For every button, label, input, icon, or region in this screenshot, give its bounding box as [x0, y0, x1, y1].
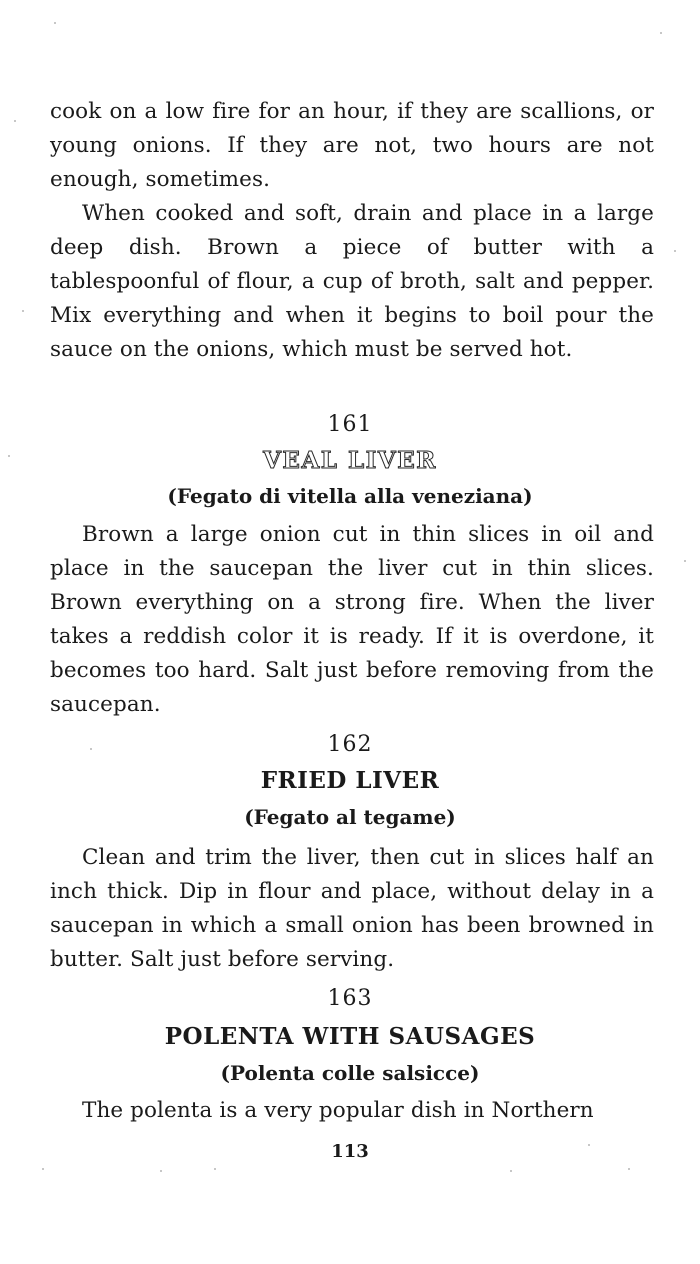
- recipe-number-162: 162: [327, 732, 373, 757]
- recipe-subtitle-fried-liver: (Fegato al tegame): [244, 805, 456, 829]
- scan-speck: [684, 560, 686, 562]
- recipe-number-163: 163: [327, 986, 373, 1011]
- recipe-title-fried-liver: FRIED LIVER: [260, 767, 440, 794]
- recipe-title-veal-liver: VEAL LIVER: [263, 447, 437, 474]
- scan-speck: [674, 250, 676, 252]
- scan-speck: [588, 1144, 590, 1146]
- recipe-subtitle-veal-liver: (Fegato di vitella alla veneziana): [167, 484, 533, 508]
- scan-speck: [90, 748, 92, 750]
- scan-speck: [214, 1168, 216, 1170]
- recipe-body-fried-liver: Clean and trim the liver, then cut in slices half an inch thick. Dip in flour and place, without delay in a saucepan in which a small onion has been browned in butter. Salt just before serving.: [50, 845, 654, 972]
- scan-speck: [160, 1170, 162, 1172]
- scan-speck: [54, 22, 56, 24]
- scan-speck: [660, 32, 662, 34]
- recipe-body-polenta-with-sausages: The polenta is a very popular dish in Northern: [82, 1098, 594, 1123]
- scan-speck: [22, 310, 24, 312]
- recipe-title-polenta-with-sausages: POLENTA WITH SAUSAGES: [164, 1023, 536, 1050]
- recipe-number-161: 161: [327, 412, 373, 437]
- recipe-subtitle-polenta-with-sausages: (Polenta colle salsicce): [220, 1061, 480, 1085]
- paragraph-onions-continued: cook on a low fire for an hour, if they are scallions, or young onions. If they are not, two hours are not enough, sometimes.: [50, 99, 654, 192]
- scan-speck: [42, 1168, 44, 1170]
- scan-speck: [628, 1168, 630, 1170]
- recipe-body-veal-liver: Brown a large onion cut in thin slices in oil and place in the saucepan the liver cut in thin slices. Brown everything on a strong fire. When the liver takes a reddish color it is ready. If it is overdone, it becomes too hard. Salt just before removing from the saucepan.: [50, 522, 654, 717]
- scan-speck: [8, 455, 10, 457]
- paragraph-onions-sauce: When cooked and soft, drain and place in a large deep dish. Brown a piece of butter with a tablespoonful of flour, a cup of broth, salt and pepper. Mix everything and when it begins to boil pour the sauce on the onions, which must be served hot.: [50, 201, 654, 362]
- scan-speck: [510, 1170, 512, 1172]
- page-number: 113: [331, 1141, 369, 1162]
- scan-speck: [14, 120, 16, 122]
